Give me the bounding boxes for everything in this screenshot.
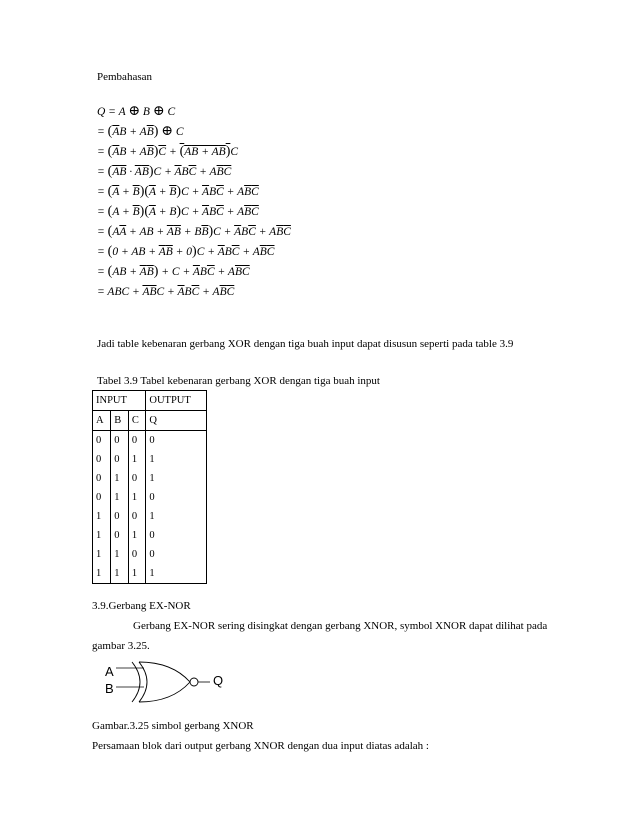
equation-line-5: = $(A + \overline{B})(\overline{A} + B)C + \overline{A}B\overline{C} + A\overline{B}\overline{C}$ [97,184,259,199]
table-row [93,431,207,451]
equation-line-2: = $(\overline{A}B + A\overline{B})$ ⊕ C [97,124,184,139]
table-cell: 1 [146,507,207,526]
table-cell: 1 [146,450,207,469]
table-cell: 0 [146,545,207,564]
table-cell: 0 [128,469,146,488]
equation-line-8: = (0 + AB + $\overline{A}\overline{B} + 0)C + \overline{A}B\overline{C} + A\overline{B}\overline{C}$ [97,244,275,259]
table-row [93,469,207,488]
table-cell: 1 [146,564,207,584]
heading: Pembahasan [97,71,152,83]
table-cell: 0 [146,488,207,507]
table-cell: 1 [111,488,129,507]
table-row [93,488,207,507]
table-cell: 1 [111,469,129,488]
column-header-c: C [128,411,146,431]
table-caption: Tabel 3.9 Tabel kebenaran gerbang XOR dengan tiga buah input [97,375,380,387]
equation-line-9: = $(AB + \overline{A}\overline{B}) + C + \overline{A}B\overline{C} + A\overline{B}\overline{C}$ [97,264,250,279]
column-header-b: B [111,411,129,431]
table-cell: 0 [128,545,146,564]
equation-block [97,104,291,300]
table-cell: 0 [128,431,146,451]
table-row [93,545,207,564]
equation-line-10: = ABC + $\overline{A}\overline{B}C + \overline{A}B\overline{C} + A\overline{B}\overline{C}$ [97,286,235,298]
gate-input-a-label: A [105,664,114,679]
section-title: 3.9.Gerbang EX-NOR [92,600,191,612]
table-cell: 0 [93,431,111,451]
column-header-a: A [93,411,111,431]
table-cell: 1 [128,526,146,545]
truth-table [92,390,207,584]
table-row [93,526,207,545]
table-cell: 0 [128,507,146,526]
group-header-input: INPUT [93,391,146,411]
column-header-q: Q [146,411,207,431]
section-paragraph-line-1: Gerbang EX-NOR sering disingkat dengan gerbang XNOR, symbol XNOR dapat dilihat pada [133,620,548,632]
table-cell: 1 [111,545,129,564]
table-cell: 1 [128,564,146,584]
table-cell: 0 [146,431,207,451]
equation-line-7: = ($A\overline{A}$ + AB + $\overline{A}\overline{B} + B\overline{B})C + \overline{A}B\overline{C} + A\overline{B}\overline{C}$ [97,224,291,239]
table-cell: 1 [111,564,129,584]
equation-line-3: = $(\overline{A}B + A\overline{B})\overline{C} + (AB + AB)C$ [97,144,239,159]
group-header-output: OUTPUT [146,391,207,411]
table-cell: 1 [93,507,111,526]
table-cell: 0 [93,469,111,488]
gate-output-q-label: Q [213,673,224,688]
table-row [93,507,207,526]
table-cell: 1 [93,564,111,584]
table-row [93,564,207,584]
table-group-header-row [93,391,207,411]
table-cell: 0 [111,526,129,545]
table-cell: 1 [128,488,146,507]
equation-line-6: = $(A + \overline{B})(\overline{A} + B)C + \overline{A}B\overline{C} + A\overline{B}\overline{C}$ [97,204,259,219]
figure-caption: Gambar.3.25 simbol gerbang XNOR [92,720,254,732]
table-cell: 1 [128,450,146,469]
table-row [93,450,207,469]
table-column-header-row [93,411,207,431]
table-cell: 1 [146,469,207,488]
equation-line-1: Q = A ⊕ B ⊕ C [97,104,176,119]
table-cell: 1 [93,545,111,564]
xnor-gate-figure [104,656,244,708]
table-cell: 0 [111,431,129,451]
section-paragraph-line-2: gambar 3.25. [92,640,150,652]
gate-input-b-label: B [105,681,114,696]
table-cell: 0 [111,450,129,469]
closing-text: Persamaan blok dari output gerbang XNOR dengan dua input diatas adalah : [92,740,429,752]
table-cell: 0 [146,526,207,545]
table-cell: 0 [111,507,129,526]
table-cell: 1 [93,526,111,545]
paragraph-truth-table-intro: Jadi table kebenaran gerbang XOR dengan tiga buah input dapat disusun seperti pada table 3.9 [97,338,514,350]
table-cell: 0 [93,450,111,469]
equation-line-4: = $(AB \cdot AB)C + \overline{A}B\overline{C} + A\overline{B}\overline{C}$ [97,164,232,179]
table-cell: 0 [93,488,111,507]
